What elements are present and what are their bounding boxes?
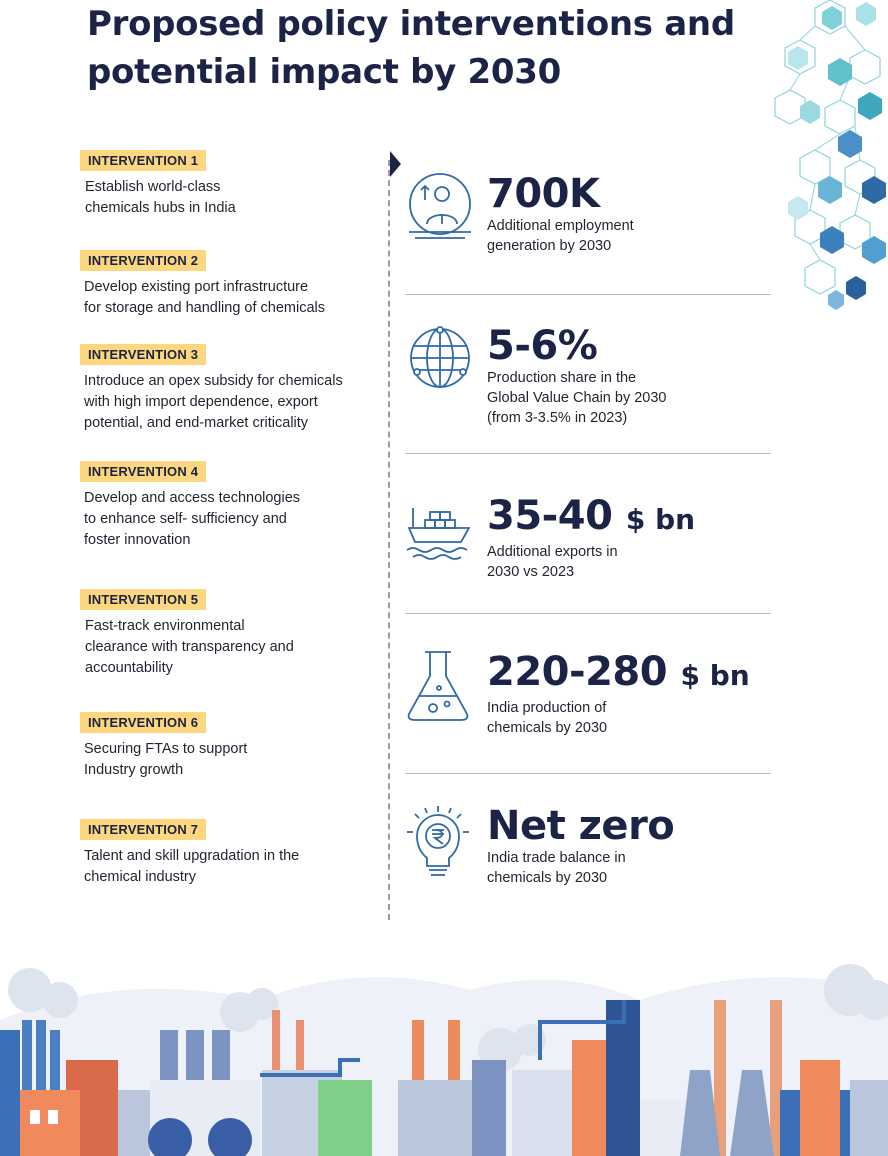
impact-value <box>487 172 787 216</box>
impact-description: Additional employment generation by 2030 <box>487 218 634 254</box>
hexagon-pattern-icon <box>770 0 888 320</box>
title-line-1: Proposed policy interventions and <box>87 4 735 44</box>
impact-number: 220-280 <box>487 649 668 695</box>
impact-description: Additional exports in 2030 vs 2023 <box>487 544 618 580</box>
worker-icon <box>405 172 475 248</box>
intervention-label: INTERVENTION 6 <box>80 712 206 733</box>
impact-number: 35-40 <box>487 493 613 539</box>
intervention-1 <box>80 150 380 219</box>
impact-description: Production share in the Global Value Chain by 2030 (from 3-3.5% in 2023) <box>487 370 667 426</box>
impact-separator <box>405 294 771 295</box>
intervention-6 <box>80 712 380 781</box>
impact-unit: $ bn <box>625 503 696 536</box>
impact-description: India trade balance in chemicals by 2030 <box>487 850 626 886</box>
impact-number: 5-6% <box>487 323 598 369</box>
intervention-description: Develop existing port infrastructure for storage and handling of chemicals <box>84 279 326 316</box>
impact-separator <box>405 453 771 454</box>
intervention-3 <box>80 344 380 434</box>
intervention-description: Introduce an opex subsidy for chemicals with high import dependence, export potential, and end-market criticality <box>84 373 343 431</box>
impact-unit: $ bn <box>680 659 750 692</box>
industrial-skyline-illustration <box>0 960 888 1156</box>
intervention-4 <box>80 461 380 551</box>
intervention-label: INTERVENTION 1 <box>80 150 206 171</box>
intervention-label: INTERVENTION 4 <box>80 461 206 482</box>
impact-description: India production of chemicals by 2030 <box>487 700 608 736</box>
intervention-description: Talent and skill upgradation in the chemical industry <box>84 848 300 885</box>
intervention-label: INTERVENTION 3 <box>80 344 206 365</box>
page-title <box>87 0 767 96</box>
intervention-label: INTERVENTION 5 <box>80 589 206 610</box>
impact-value <box>487 494 787 542</box>
timeline-divider <box>388 160 390 920</box>
intervention-5 <box>80 589 380 679</box>
intervention-label: INTERVENTION 7 <box>80 819 206 840</box>
impact-separator <box>405 613 771 614</box>
arrow-marker-icon <box>390 151 401 177</box>
impact-number: Net zero <box>487 803 675 849</box>
impact-value <box>487 804 787 848</box>
cargo-ship-icon <box>405 494 475 570</box>
impact-number: 700K <box>487 171 600 217</box>
impact-value <box>487 650 787 698</box>
intervention-description: Fast-track environmental clearance with transparency and accountability <box>85 618 294 676</box>
intervention-7 <box>80 819 380 888</box>
impact-separator <box>405 773 771 774</box>
impact-value <box>487 324 787 368</box>
globe-icon <box>405 324 475 400</box>
title-line-2: potential impact by 2030 <box>87 52 561 92</box>
intervention-label: INTERVENTION 2 <box>80 250 206 271</box>
intervention-description: Securing FTAs to support Industry growth <box>84 741 248 778</box>
intervention-description: Develop and access technologies to enhance self- sufficiency and foster innovation <box>84 490 301 548</box>
intervention-2 <box>80 250 380 319</box>
rupee-bulb-icon <box>405 804 475 880</box>
flask-icon <box>405 650 475 726</box>
intervention-description: Establish world-class chemicals hubs in India <box>85 179 236 216</box>
